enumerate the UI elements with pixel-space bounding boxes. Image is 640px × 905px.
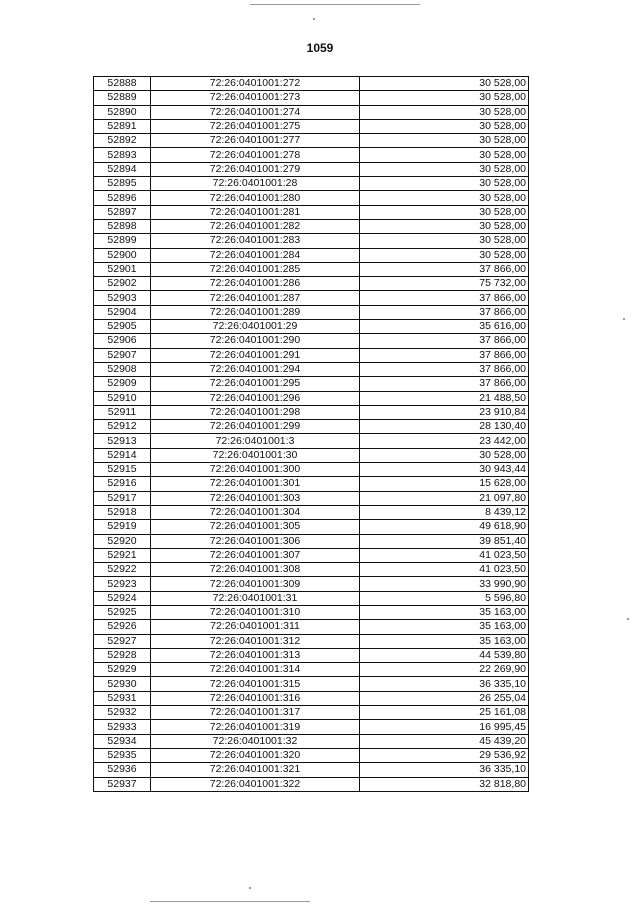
cadastral-number-cell: 72:26:0401001:316 (151, 691, 360, 705)
table-row (94, 77, 529, 91)
table-row (94, 420, 529, 434)
row-number-cell: 52913 (94, 434, 151, 448)
row-number-cell: 52901 (94, 262, 151, 276)
table-row (94, 720, 529, 734)
table-row (94, 577, 529, 591)
amount-cell: 30 528,00 (360, 105, 529, 119)
amount-cell: 37 866,00 (360, 362, 529, 376)
amount-cell: 25 161,08 (360, 706, 529, 720)
amount-cell: 49 618,90 (360, 520, 529, 534)
cadastral-number-cell: 72:26:0401001:290 (151, 334, 360, 348)
amount-cell: 23 910,84 (360, 405, 529, 419)
row-number-cell: 52900 (94, 248, 151, 262)
cadastral-number-cell: 72:26:0401001:322 (151, 777, 360, 791)
table-row (94, 491, 529, 505)
table-row (94, 748, 529, 762)
amount-cell: 30 528,00 (360, 219, 529, 233)
cadastral-number-cell: 72:26:0401001:287 (151, 291, 360, 305)
row-number-cell: 52931 (94, 691, 151, 705)
cadastral-number-cell: 72:26:0401001:304 (151, 505, 360, 519)
row-number-cell: 52908 (94, 362, 151, 376)
row-number-cell: 52928 (94, 648, 151, 662)
table-row (94, 234, 529, 248)
amount-cell: 35 163,00 (360, 605, 529, 619)
page-number: 1059 (306, 41, 334, 55)
cadastral-number-cell: 72:26:0401001:279 (151, 162, 360, 176)
table-row (94, 348, 529, 362)
row-number-cell: 52894 (94, 162, 151, 176)
scan-speck (623, 318, 625, 320)
table-row (94, 248, 529, 262)
cadastral-number-cell: 72:26:0401001:277 (151, 134, 360, 148)
amount-cell: 45 439,20 (360, 734, 529, 748)
table-row (94, 219, 529, 233)
scan-edge-line (150, 901, 310, 902)
cadastral-number-cell: 72:26:0401001:309 (151, 577, 360, 591)
amount-cell: 75 732,00 (360, 277, 529, 291)
row-number-cell: 52892 (94, 134, 151, 148)
amount-cell: 30 528,00 (360, 205, 529, 219)
row-number-cell: 52935 (94, 748, 151, 762)
amount-cell: 30 528,00 (360, 119, 529, 133)
amount-cell: 16 995,45 (360, 720, 529, 734)
table-row (94, 663, 529, 677)
cadastral-number-cell: 72:26:0401001:283 (151, 234, 360, 248)
row-number-cell: 52918 (94, 505, 151, 519)
amount-cell: 30 528,00 (360, 91, 529, 105)
table-row (94, 448, 529, 462)
amount-cell: 33 990,90 (360, 577, 529, 591)
cadastral-number-cell: 72:26:0401001:311 (151, 620, 360, 634)
amount-cell: 26 255,04 (360, 691, 529, 705)
amount-cell: 30 528,00 (360, 134, 529, 148)
amount-cell: 23 442,00 (360, 434, 529, 448)
row-number-cell: 52889 (94, 91, 151, 105)
row-number-cell: 52911 (94, 405, 151, 419)
table-row (94, 591, 529, 605)
table-row (94, 434, 529, 448)
row-number-cell: 52932 (94, 706, 151, 720)
amount-cell: 35 616,00 (360, 320, 529, 334)
row-number-cell: 52937 (94, 777, 151, 791)
row-number-cell: 52902 (94, 277, 151, 291)
table-row (94, 91, 529, 105)
cadastral-number-cell: 72:26:0401001:280 (151, 191, 360, 205)
table-row (94, 620, 529, 634)
row-number-cell: 52910 (94, 391, 151, 405)
table-row (94, 605, 529, 619)
amount-cell: 32 818,80 (360, 777, 529, 791)
row-number-cell: 52936 (94, 763, 151, 777)
cadastral-number-cell: 72:26:0401001:273 (151, 91, 360, 105)
table-row (94, 677, 529, 691)
table-row (94, 520, 529, 534)
row-number-cell: 52914 (94, 448, 151, 462)
cadastral-number-cell: 72:26:0401001:312 (151, 634, 360, 648)
amount-cell: 21 488,50 (360, 391, 529, 405)
scan-speck (627, 618, 629, 620)
row-number-cell: 52930 (94, 677, 151, 691)
table-row (94, 320, 529, 334)
table-row (94, 706, 529, 720)
amount-cell: 30 528,00 (360, 77, 529, 91)
table-row (94, 191, 529, 205)
cadastral-number-cell: 72:26:0401001:295 (151, 377, 360, 391)
amount-cell: 35 163,00 (360, 634, 529, 648)
amount-cell: 41 023,50 (360, 563, 529, 577)
row-number-cell: 52925 (94, 605, 151, 619)
amount-cell: 36 335,10 (360, 763, 529, 777)
table-row (94, 505, 529, 519)
table-row (94, 463, 529, 477)
table-row (94, 162, 529, 176)
table-row (94, 277, 529, 291)
table-row (94, 563, 529, 577)
table-row (94, 334, 529, 348)
row-number-cell: 52921 (94, 548, 151, 562)
row-number-cell: 52933 (94, 720, 151, 734)
row-number-cell: 52888 (94, 77, 151, 91)
table-row (94, 691, 529, 705)
table-row (94, 548, 529, 562)
amount-cell: 37 866,00 (360, 305, 529, 319)
scan-speck (249, 887, 251, 889)
cadastral-number-cell: 72:26:0401001:314 (151, 663, 360, 677)
row-number-cell: 52897 (94, 205, 151, 219)
amount-cell: 37 866,00 (360, 262, 529, 276)
row-number-cell: 52916 (94, 477, 151, 491)
row-number-cell: 52907 (94, 348, 151, 362)
cadastral-number-cell: 72:26:0401001:321 (151, 763, 360, 777)
cadastral-number-cell: 72:26:0401001:313 (151, 648, 360, 662)
table-row (94, 291, 529, 305)
cadastral-number-cell: 72:26:0401001:299 (151, 420, 360, 434)
cadastral-number-cell: 72:26:0401001:301 (151, 477, 360, 491)
table-row (94, 405, 529, 419)
amount-cell: 30 528,00 (360, 448, 529, 462)
cadastral-number-cell: 72:26:0401001:320 (151, 748, 360, 762)
row-number-cell: 52923 (94, 577, 151, 591)
table-row (94, 205, 529, 219)
cadastral-number-cell: 72:26:0401001:284 (151, 248, 360, 262)
cadastral-number-cell: 72:26:0401001:272 (151, 77, 360, 91)
row-number-cell: 52929 (94, 663, 151, 677)
amount-cell: 30 528,00 (360, 234, 529, 248)
cadastral-number-cell: 72:26:0401001:275 (151, 119, 360, 133)
amount-cell: 37 866,00 (360, 291, 529, 305)
row-number-cell: 52898 (94, 219, 151, 233)
cadastral-number-cell: 72:26:0401001:32 (151, 734, 360, 748)
row-number-cell: 52924 (94, 591, 151, 605)
amount-cell: 35 163,00 (360, 620, 529, 634)
table-row (94, 777, 529, 791)
scan-edge-line (250, 4, 420, 5)
cadastral-number-cell: 72:26:0401001:310 (151, 605, 360, 619)
cadastral-number-cell: 72:26:0401001:30 (151, 448, 360, 462)
row-number-cell: 52922 (94, 563, 151, 577)
row-number-cell: 52899 (94, 234, 151, 248)
amount-cell: 30 528,00 (360, 177, 529, 191)
row-number-cell: 52896 (94, 191, 151, 205)
table-row (94, 534, 529, 548)
table-row (94, 648, 529, 662)
cadastral-number-cell: 72:26:0401001:282 (151, 219, 360, 233)
cadastral-number-cell: 72:26:0401001:291 (151, 348, 360, 362)
amount-cell: 15 628,00 (360, 477, 529, 491)
cadastral-number-cell: 72:26:0401001:319 (151, 720, 360, 734)
cadastral-number-cell: 72:26:0401001:296 (151, 391, 360, 405)
cadastral-number-cell: 72:26:0401001:298 (151, 405, 360, 419)
row-number-cell: 52915 (94, 463, 151, 477)
cadastral-number-cell: 72:26:0401001:300 (151, 463, 360, 477)
table-row (94, 763, 529, 777)
row-number-cell: 52893 (94, 148, 151, 162)
row-number-cell: 52912 (94, 420, 151, 434)
row-number-cell: 52920 (94, 534, 151, 548)
scan-speck (313, 18, 315, 20)
table-row (94, 477, 529, 491)
amount-cell: 22 269,90 (360, 663, 529, 677)
amount-cell: 30 943,44 (360, 463, 529, 477)
cadastral-number-cell: 72:26:0401001:278 (151, 148, 360, 162)
cadastral-number-cell: 72:26:0401001:317 (151, 706, 360, 720)
amount-cell: 30 528,00 (360, 248, 529, 262)
row-number-cell: 52904 (94, 305, 151, 319)
cadastral-number-cell: 72:26:0401001:286 (151, 277, 360, 291)
amount-cell: 36 335,10 (360, 677, 529, 691)
amount-cell: 21 097,80 (360, 491, 529, 505)
cadastral-number-cell: 72:26:0401001:3 (151, 434, 360, 448)
row-number-cell: 52906 (94, 334, 151, 348)
cadastral-number-cell: 72:26:0401001:289 (151, 305, 360, 319)
row-number-cell: 52903 (94, 291, 151, 305)
table-row (94, 377, 529, 391)
row-number-cell: 52934 (94, 734, 151, 748)
row-number-cell: 52917 (94, 491, 151, 505)
cadastral-number-cell: 72:26:0401001:303 (151, 491, 360, 505)
cadastral-number-cell: 72:26:0401001:31 (151, 591, 360, 605)
row-number-cell: 52927 (94, 634, 151, 648)
table-row (94, 177, 529, 191)
table-row (94, 362, 529, 376)
cadastral-number-cell: 72:26:0401001:281 (151, 205, 360, 219)
table-row (94, 262, 529, 276)
amount-cell: 37 866,00 (360, 377, 529, 391)
table-row (94, 391, 529, 405)
amount-cell: 30 528,00 (360, 148, 529, 162)
amount-cell: 29 536,92 (360, 748, 529, 762)
amount-cell: 37 866,00 (360, 334, 529, 348)
records-table (93, 76, 529, 792)
table-row (94, 305, 529, 319)
records-table-body (94, 77, 529, 792)
table-row (94, 148, 529, 162)
cadastral-number-cell: 72:26:0401001:285 (151, 262, 360, 276)
amount-cell: 8 439,12 (360, 505, 529, 519)
cadastral-number-cell: 72:26:0401001:305 (151, 520, 360, 534)
amount-cell: 30 528,00 (360, 162, 529, 176)
row-number-cell: 52891 (94, 119, 151, 133)
amount-cell: 28 130,40 (360, 420, 529, 434)
cadastral-number-cell: 72:26:0401001:28 (151, 177, 360, 191)
row-number-cell: 52905 (94, 320, 151, 334)
cadastral-number-cell: 72:26:0401001:29 (151, 320, 360, 334)
cadastral-number-cell: 72:26:0401001:294 (151, 362, 360, 376)
amount-cell: 37 866,00 (360, 348, 529, 362)
table-row (94, 105, 529, 119)
row-number-cell: 52909 (94, 377, 151, 391)
amount-cell: 30 528,00 (360, 191, 529, 205)
row-number-cell: 52919 (94, 520, 151, 534)
table-row (94, 134, 529, 148)
cadastral-number-cell: 72:26:0401001:315 (151, 677, 360, 691)
cadastral-number-cell: 72:26:0401001:307 (151, 548, 360, 562)
amount-cell: 41 023,50 (360, 548, 529, 562)
table-row (94, 634, 529, 648)
row-number-cell: 52926 (94, 620, 151, 634)
cadastral-number-cell: 72:26:0401001:308 (151, 563, 360, 577)
table-row (94, 734, 529, 748)
row-number-cell: 52895 (94, 177, 151, 191)
row-number-cell: 52890 (94, 105, 151, 119)
table-row (94, 119, 529, 133)
amount-cell: 5 596,80 (360, 591, 529, 605)
cadastral-number-cell: 72:26:0401001:306 (151, 534, 360, 548)
cadastral-number-cell: 72:26:0401001:274 (151, 105, 360, 119)
amount-cell: 39 851,40 (360, 534, 529, 548)
amount-cell: 44 539,80 (360, 648, 529, 662)
